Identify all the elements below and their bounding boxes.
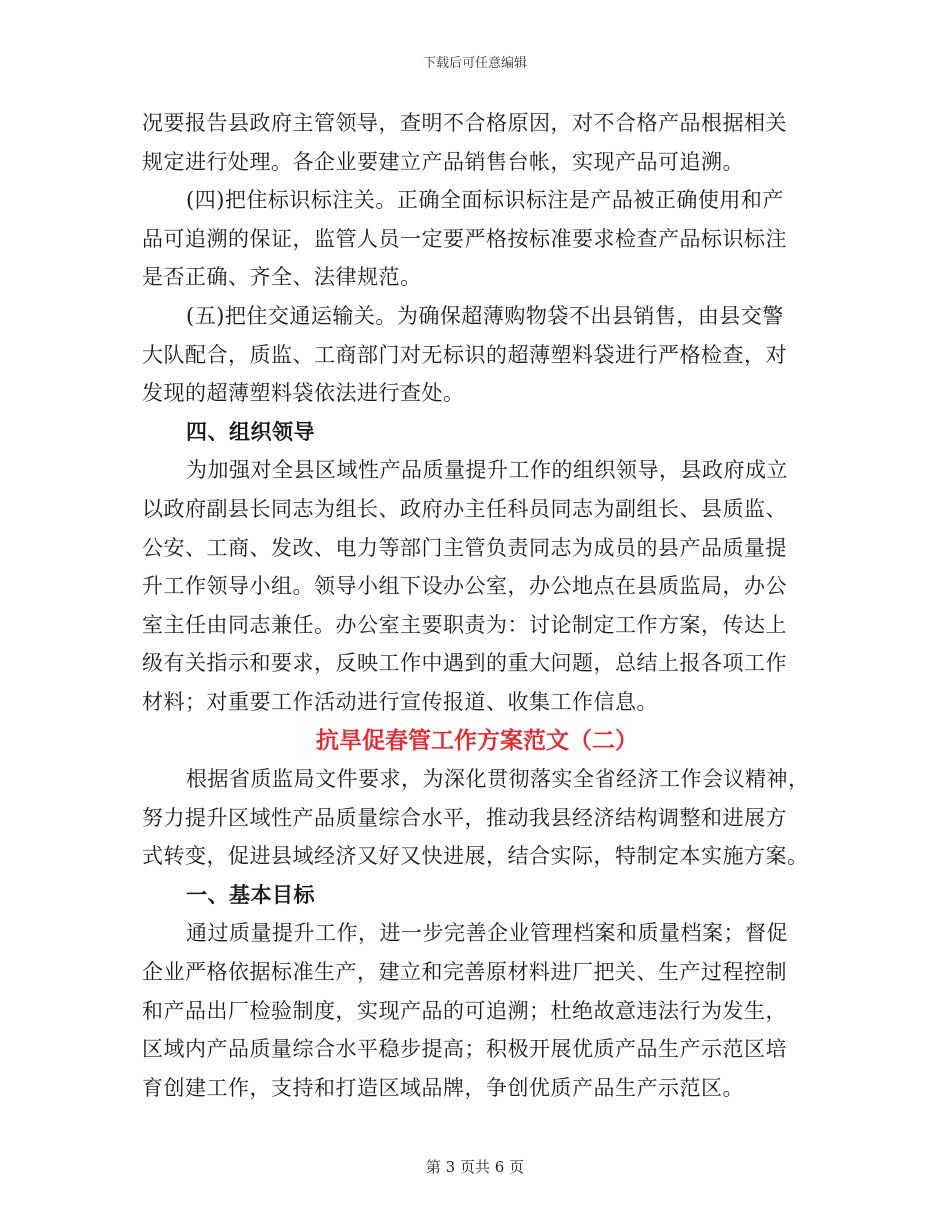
paragraph-line: (四)把住标识标注关。正确全面标识标注是产品被正确使用和产 xyxy=(186,188,784,213)
paragraph-line: 以政府副县长同志为组长、政府办主任科员同志为副组长、县质监、 xyxy=(142,496,787,521)
paragraph-line: 大队配合，质监、工商部门对无标识的超薄塑料袋进行严格检查，对 xyxy=(142,342,787,367)
section-heading: 一、基本目标 xyxy=(186,881,315,907)
paragraph-line: 规定进行处理。各企业要建立产品销售台帐，实现产品可追溯。 xyxy=(142,149,744,174)
paragraph-line: 是否正确、齐全、法律规范。 xyxy=(142,265,422,290)
paragraph-line: 企业严格依据标准生产，建立和完善原材料进厂把关、生产过程控制 xyxy=(142,960,787,985)
paragraph-line: 区域内产品质量综合水平稳步提高；积极开展优质产品生产示范区培 xyxy=(142,1037,787,1062)
paragraph-line: 室主任由同志兼任。办公室主要职责为：讨论制定工作方案，传达上 xyxy=(142,612,787,637)
paragraph-line: 品可追溯的保证，监管人员一定要严格按标准要求检查产品标识标注 xyxy=(142,226,787,251)
paragraph-line: 根据省质监局文件要求，为深化贯彻落实全省经济工作会议精神， xyxy=(186,767,810,792)
section-heading: 四、组织领导 xyxy=(186,418,315,444)
paragraph-line: 通过质量提升工作，进一步完善企业管理档案和质量档案；督促 xyxy=(186,921,788,946)
document-body xyxy=(142,104,812,1107)
paragraph-line: (五)把住交通运输关。为确保超薄购物袋不出县销售，由县交警 xyxy=(186,303,784,328)
paragraph-line: 材料；对重要工作活动进行宣传报道、收集工作信息。 xyxy=(142,689,658,714)
paragraph-line: 努力提升区域性产品质量综合水平，推动我县经济结构调整和进展方 xyxy=(142,805,787,830)
paragraph-line: 况要报告县政府主管领导，查明不合格原因，对不合格产品根据相关 xyxy=(142,111,787,135)
document-title: 抗旱促春管工作方案范文（二） xyxy=(316,726,638,754)
page-header: 下载后可任意编辑 xyxy=(422,56,527,71)
paragraph-line: 式转变，促进县域经济又好又快进展，结合实际，特制定本实施方案。 xyxy=(142,844,809,869)
paragraph-line: 发现的超薄塑料袋依法进行查处。 xyxy=(142,381,465,406)
paragraph-line: 公安、工商、发改、电力等部门主管负责同志为成员的县产品质量提 xyxy=(142,535,787,560)
paragraph-line: 级有关指示和要求，反映工作中遇到的重大问题，总结上报各项工作 xyxy=(142,651,787,676)
paragraph-line: 为加强对全县区域性产品质量提升工作的组织领导，县政府成立 xyxy=(186,458,788,483)
page-number: 第 3 页共 6 页 xyxy=(425,1158,525,1176)
paragraph-line: 育创建工作，支持和打造区域品牌，争创优质产品生产示范区。 xyxy=(142,1075,744,1100)
paragraph-line: 和产品出厂检验制度，实现产品的可追溯；杜绝故意违法行为发生， xyxy=(142,998,787,1023)
paragraph-line: 升工作领导小组。领导小组下设办公室，办公地点在县质监局，办公 xyxy=(142,574,787,599)
